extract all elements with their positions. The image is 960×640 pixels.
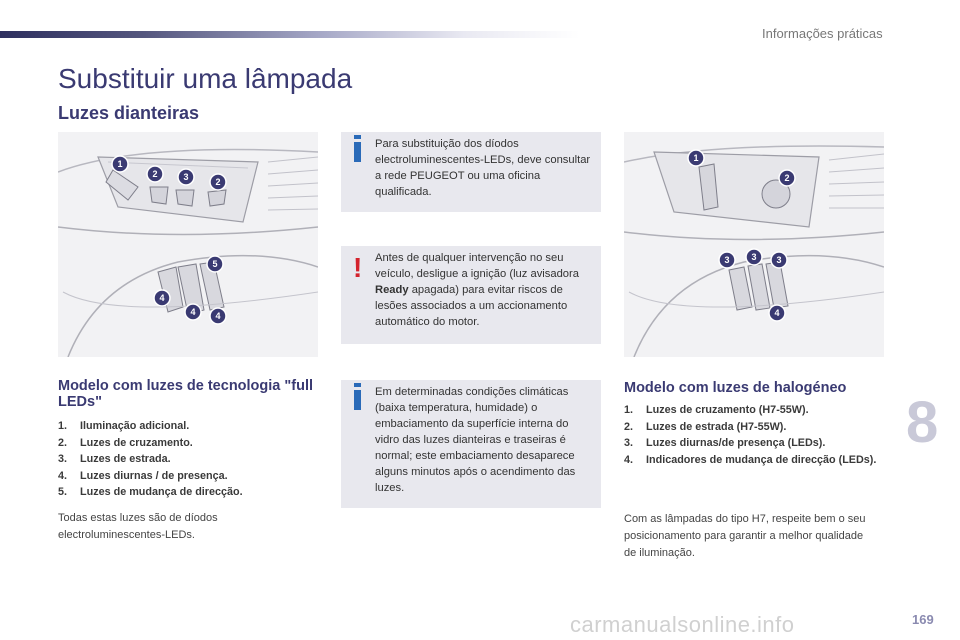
callout-label: 1: [117, 159, 123, 169]
callout-label: 2: [784, 173, 790, 183]
callout-label: 4: [159, 293, 165, 303]
halogen-heading: Modelo com luzes de halogéneo: [624, 380, 847, 396]
page-number: 169: [912, 612, 934, 627]
warning-box-ignition: [341, 246, 601, 344]
warning-icon: !: [353, 252, 363, 283]
info-icon: [354, 390, 361, 410]
info-text: Em determinadas condições climáticas (baixa temperatura, humidade) o embaciamento da superfície interna do vidro das luzes dianteiras e traseiras é normal; este embaciamento desaparece alguns minutos após o acendimento das luzes.: [375, 386, 576, 494]
halogen-headlight-illustration: [624, 132, 884, 357]
warning-text-before: Antes de qualquer intervenção no seu veículo, desligue a ignição (luz avisadora: [375, 252, 579, 280]
info-icon: [354, 142, 361, 162]
section-title: Informações práticas: [762, 26, 883, 41]
full-led-list: [58, 418, 328, 501]
list-item: 1. Iluminação adicional.: [58, 420, 190, 432]
callout-label: 3: [724, 255, 730, 265]
list-item: 4. Luzes diurnas / de presença.: [58, 469, 228, 482]
callout-label: 5: [212, 259, 218, 269]
list-item: 2. Luzes de estrada (H7-55W).: [624, 420, 787, 433]
callout-label: 3: [751, 252, 757, 262]
watermark: carmanualsonline.info: [570, 612, 795, 637]
chapter-number: 8: [906, 390, 939, 455]
list-item: 3. Luzes diurnas/de presença (LEDs).: [624, 437, 826, 449]
list-item: 5. Luzes de mudança de direcção.: [58, 486, 243, 498]
list-item: 1. Luzes de cruzamento (H7-55W).: [624, 404, 809, 416]
full-led-headlight-illustration: [58, 132, 318, 357]
callout-label: 3: [183, 172, 189, 182]
callout-label: 3: [776, 255, 782, 265]
warning-text-after: apagada) para evitar riscos de lesões associados a um accionamento automático do motor.: [375, 284, 568, 328]
callout-label: 1: [693, 153, 699, 163]
full-led-heading: Modelo com luzes de tecnologia "full LEDs": [58, 378, 314, 410]
list-item: 3. Luzes de estrada.: [58, 453, 171, 465]
info-box-condensation: [341, 380, 601, 508]
info-box-led-replacement: [341, 132, 601, 212]
list-item: 4. Indicadores de mudança de direcção (LEDs).: [624, 453, 877, 466]
callout-label: 4: [774, 308, 780, 318]
warning-text-bold: Ready: [375, 284, 409, 296]
info-text: Para substituição dos díodos electroluminescentes-LEDs, deve consultar a rede PEUGEOT ou uma oficina qualificada.: [375, 138, 591, 198]
callout-label: 2: [152, 169, 158, 179]
callout-label: 2: [215, 177, 221, 187]
page-title: Substituir uma lâmpada: [58, 63, 353, 94]
header-gradient-bar: [0, 31, 580, 38]
halogen-list: [624, 402, 884, 468]
callout-label: 4: [190, 307, 196, 317]
halogen-note: Com as lâmpadas do tipo H7, respeite bem o seu posicionamento para garantir a melhor qualidade de iluminação.: [624, 513, 866, 559]
callout-label: 4: [215, 311, 221, 321]
page-subtitle: Luzes dianteiras: [58, 103, 200, 123]
full-led-note: Todas estas luzes são de díodos electroluminescentes-LEDs.: [58, 512, 218, 541]
list-item: 2. Luzes de cruzamento.: [58, 436, 193, 449]
